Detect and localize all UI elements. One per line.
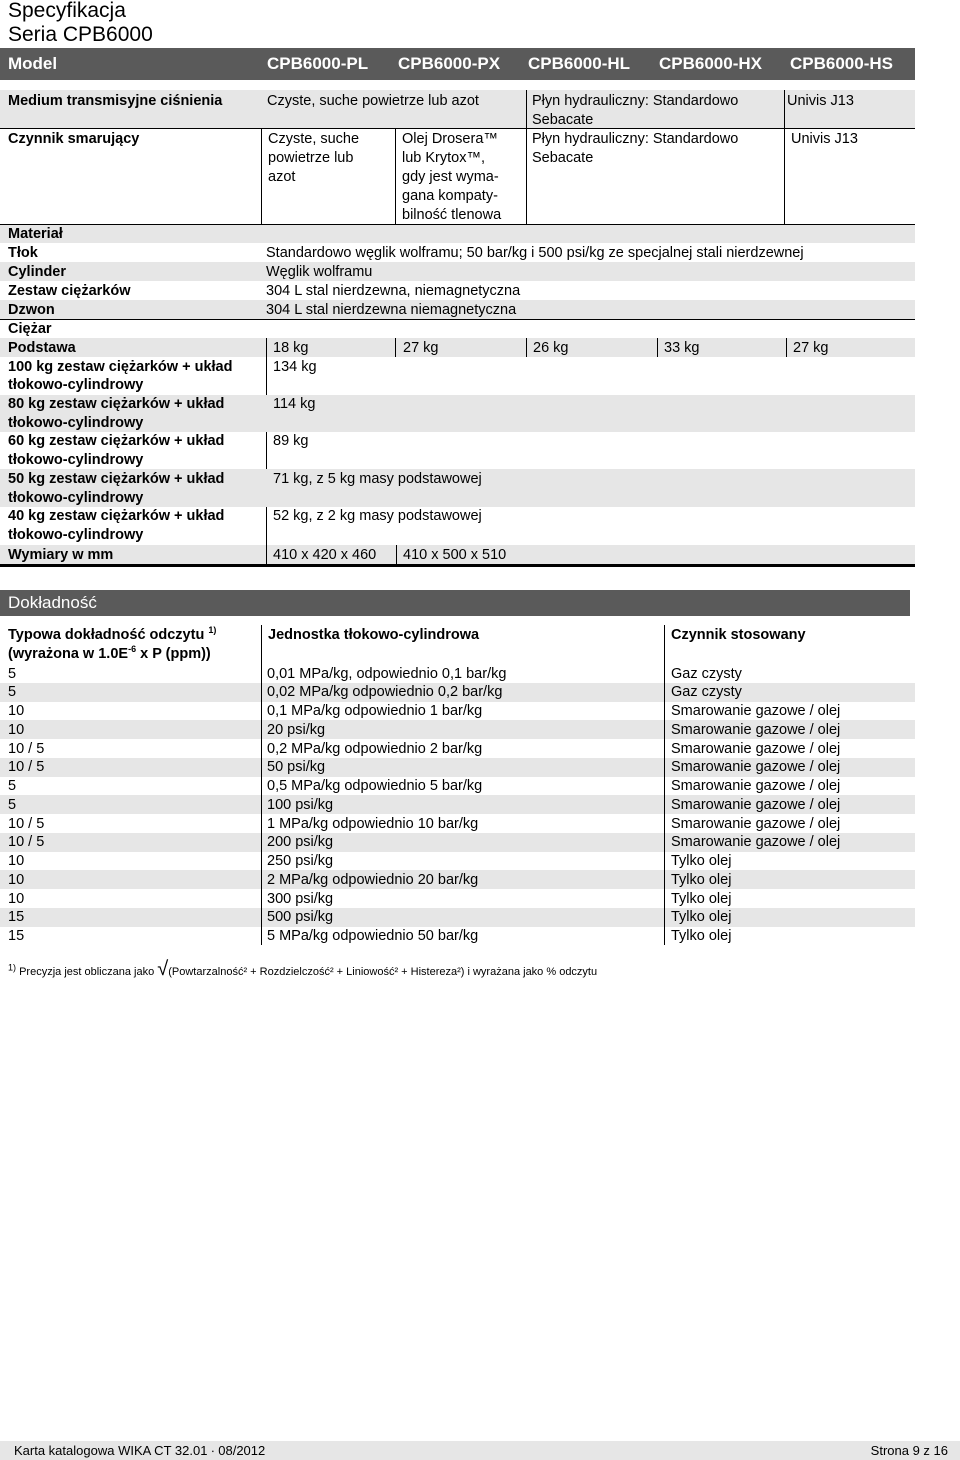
- bell-value: 304 L stal nierdzewna niemagnetyczna: [266, 302, 517, 318]
- divider: [261, 625, 262, 665]
- piston-unit: 0,01 MPa/kg, odpowiednio 0,1 bar/kg: [267, 665, 507, 682]
- lubricant-oil: gana kompaty-: [402, 188, 498, 204]
- accuracy-section-header: [0, 590, 910, 616]
- medium-used: Smarowanie gazowe / olej: [671, 796, 841, 813]
- model-pl: CPB6000-PL: [267, 54, 369, 73]
- base-value-hl: 26 kg: [533, 340, 569, 356]
- base-value-hs: 27 kg: [793, 340, 829, 356]
- footer-right: Strona 9 z 16: [870, 1443, 948, 1458]
- accuracy-value: 10: [8, 721, 25, 738]
- lubricant-gas: Czyste, suche: [268, 131, 360, 147]
- medium-hydraulic: Płyn hydrauliczny: Standardowo: [532, 93, 739, 109]
- divider: [657, 338, 658, 357]
- accuracy-value: 5: [8, 684, 17, 701]
- medium-univis: Univis J13: [787, 93, 854, 109]
- weightset-label: Zestaw ciężarków: [8, 283, 131, 299]
- table-bottom-rule: [0, 564, 915, 567]
- piston-unit: 100 psi/kg: [267, 796, 334, 813]
- piston-unit: 0,5 MPa/kg odpowiednio 5 bar/kg: [267, 778, 483, 794]
- weight-row-label: tłokowo-cylindrowy: [8, 490, 144, 506]
- medium-used: Smarowanie gazowe / olej: [671, 834, 841, 851]
- piston-unit: 50 psi/kg: [267, 759, 326, 776]
- accuracy-head-col1: Typowa dokładność odczytu $^{1)}$: [8, 625, 217, 643]
- medium-used: Smarowanie gazowe / olej: [671, 759, 841, 776]
- piston-label: Tłok: [8, 245, 38, 261]
- accuracy-value: 10: [8, 853, 25, 869]
- accuracy-value: 10: [8, 871, 25, 888]
- piston-unit: 20 psi/kg: [267, 721, 326, 738]
- cylinder-label: Cylinder: [8, 264, 67, 280]
- dims-label: Wymiary w mm: [8, 547, 114, 563]
- base-value-px: 27 kg: [403, 340, 439, 356]
- piston-unit: 1 MPa/kg odpowiednio 10 bar/kg: [267, 815, 479, 832]
- accuracy-head-col3: Czynnik stosowany: [671, 627, 806, 643]
- model-hs: CPB6000-HS: [790, 54, 893, 73]
- medium-used: Tylko olej: [671, 890, 732, 907]
- piston-value: Standardowo węglik wolframu; 50 bar/kg i 500 psi/kg ze specjalnej stali nierdzewnej: [266, 245, 804, 261]
- divider: [261, 129, 262, 224]
- page-footer: [0, 1441, 960, 1460]
- divider: [664, 625, 665, 665]
- piston-unit: 250 psi/kg: [267, 853, 334, 869]
- base-value-hx: 33 kg: [664, 340, 700, 356]
- accuracy-value: 10: [8, 703, 25, 719]
- weight-row-label: tłokowo-cylindrowy: [8, 377, 144, 393]
- medium-used: Smarowanie gazowe / olej: [671, 703, 841, 719]
- lubricant-oil: Olej Drosera™: [402, 131, 498, 147]
- piston-unit: 300 psi/kg: [267, 890, 334, 907]
- divider: [664, 664, 665, 945]
- divider: [784, 90, 785, 128]
- lubricant-label: Czynnik smarujący: [8, 131, 140, 147]
- medium-used: Smarowanie gazowe / olej: [671, 778, 841, 794]
- accuracy-value: 5: [8, 796, 17, 813]
- piston-unit: 0,1 MPa/kg odpowiednio 1 bar/kg: [267, 703, 483, 719]
- table-row-bg: [0, 908, 915, 927]
- weightset-value: 304 L stal nierdzewna, niemagnetyczna: [266, 283, 521, 299]
- base-value-pl: 18 kg: [273, 340, 309, 356]
- accuracy-value: 15: [8, 928, 25, 944]
- model-hl: CPB6000-HL: [528, 54, 631, 73]
- model-px: CPB6000-PX: [398, 54, 501, 73]
- dims-value-2: 410 x 500 x 510: [403, 547, 507, 563]
- lubricant-oil: bilność tlenowa: [402, 207, 502, 223]
- accuracy-head-col2: Jednostka tłokowo-cylindrowa: [268, 627, 480, 643]
- medium-used: Gaz czysty: [671, 665, 742, 682]
- divider: [396, 545, 397, 564]
- divider: [266, 545, 267, 564]
- medium-used: Smarowanie gazowe / olej: [671, 721, 841, 738]
- weight-row-label: tłokowo-cylindrowy: [8, 452, 144, 468]
- medium-used: Gaz czysty: [671, 684, 742, 701]
- material-bg: [0, 224, 915, 243]
- weight-row-label: 100 kg zestaw ciężarków + układ: [8, 359, 233, 375]
- lubricant-hydraulic: Sebacate: [532, 150, 594, 166]
- weight-row-value: 71 kg, z 5 kg masy podstawowej: [273, 471, 482, 487]
- lubricant-gas: powietrze lub: [268, 150, 354, 166]
- dims-value-1: 410 x 420 x 460: [273, 547, 377, 563]
- medium-used: Tylko olej: [671, 909, 732, 926]
- weight-row-value: 114 kg: [273, 396, 316, 412]
- accuracy-value: 10 / 5: [8, 815, 45, 832]
- divider: [526, 90, 527, 128]
- cylinder-bg: [0, 262, 915, 281]
- weight-row-label: 80 kg zestaw ciężarków + układ: [8, 396, 225, 412]
- page-subtitle: Seria CPB6000: [8, 23, 153, 46]
- piston-unit: 200 psi/kg: [267, 834, 334, 851]
- medium-used: Tylko olej: [671, 928, 732, 944]
- piston-unit: 5 MPa/kg odpowiednio 50 bar/kg: [267, 928, 479, 944]
- accuracy-value: 10 / 5: [8, 834, 45, 851]
- lubricant-oil: gdy jest wyma-: [402, 169, 499, 185]
- divider: [266, 357, 267, 545]
- lubricant-univis: Univis J13: [791, 131, 858, 147]
- divider: [266, 338, 267, 357]
- piston-unit: 500 psi/kg: [267, 909, 334, 926]
- divider: [395, 338, 396, 357]
- divider: [395, 129, 396, 224]
- lubricant-gas: azot: [268, 169, 296, 185]
- divider: [526, 338, 527, 357]
- lubricant-hydraulic: Płyn hydrauliczny: Standardowo: [532, 131, 739, 147]
- accuracy-value: 10: [8, 890, 25, 907]
- medium-used: Tylko olej: [671, 853, 732, 869]
- divider: [0, 319, 915, 320]
- medium-hydraulic-2: Sebacate: [532, 112, 594, 128]
- weight-label: Ciężar: [8, 321, 52, 337]
- accuracy-value: 5: [8, 778, 17, 794]
- piston-unit: 0,2 MPa/kg odpowiednio 2 bar/kg: [267, 740, 483, 757]
- accuracy-head-col1-l2: (wyrażona w $1.0E^{-6}$ x P (ppm)): [8, 644, 211, 662]
- bell-label: Dzwon: [8, 302, 55, 318]
- medium-gas: Czyste, suche powietrze lub azot: [267, 93, 479, 109]
- divider: [784, 129, 785, 224]
- accuracy-value: 10 / 5: [8, 759, 45, 776]
- weight-row-value: 134 kg: [273, 359, 317, 375]
- base-row-bg: [0, 338, 915, 357]
- spec-table-header: [0, 48, 915, 80]
- divider: [0, 128, 915, 129]
- medium-used: Tylko olej: [671, 871, 732, 888]
- base-label: Podstawa: [8, 340, 76, 356]
- weight-row-value: 52 kg, z 2 kg masy podstawowej: [273, 508, 482, 524]
- footnote: $^{1)}$ Precyzja jest obliczana jako √(Powtarzalność² + Rozdzielczość² + Liniowość² + Histereza²) i wyrażana jako % odczytu: [8, 958, 598, 980]
- medium-used: Smarowanie gazowe / olej: [671, 815, 841, 832]
- weight-row-label: 60 kg zestaw ciężarków + układ: [8, 433, 225, 449]
- lubricant-oil: lub Krytox™,: [402, 150, 485, 166]
- accuracy-value: 5: [8, 665, 17, 682]
- divider: [786, 338, 787, 357]
- footer-left: Karta katalogowa WIKA CT 32.01 ∙ 08/2012: [14, 1443, 266, 1458]
- accuracy-value: 15: [8, 909, 25, 926]
- medium-used: Smarowanie gazowe / olej: [671, 740, 841, 757]
- accuracy-value: 10 / 5: [8, 740, 45, 757]
- page-title: Specyfikacja: [8, 0, 126, 22]
- medium-label: Medium transmisyjne ciśnienia: [8, 93, 223, 109]
- piston-unit: 2 MPa/kg odpowiednio 20 bar/kg: [267, 871, 479, 888]
- divider: [0, 224, 915, 225]
- divider: [261, 664, 262, 945]
- cylinder-value: Węglik wolframu: [266, 264, 373, 280]
- weight-row-label: tłokowo-cylindrowy: [8, 415, 144, 431]
- material-label: Materiał: [8, 226, 63, 242]
- weight-row-label: 40 kg zestaw ciężarków + układ: [8, 508, 225, 524]
- weight-row-value: 89 kg: [273, 433, 309, 449]
- model-label: Model: [8, 54, 58, 73]
- piston-unit: 0,02 MPa/kg odpowiednio 0,2 bar/kg: [267, 684, 503, 701]
- weight-row-label: 50 kg zestaw ciężarków + układ: [8, 471, 225, 487]
- accuracy-title: Dokładność: [8, 593, 97, 612]
- model-hx: CPB6000-HX: [659, 54, 762, 73]
- weight-row-label: tłokowo-cylindrowy: [8, 527, 144, 543]
- divider: [526, 129, 527, 224]
